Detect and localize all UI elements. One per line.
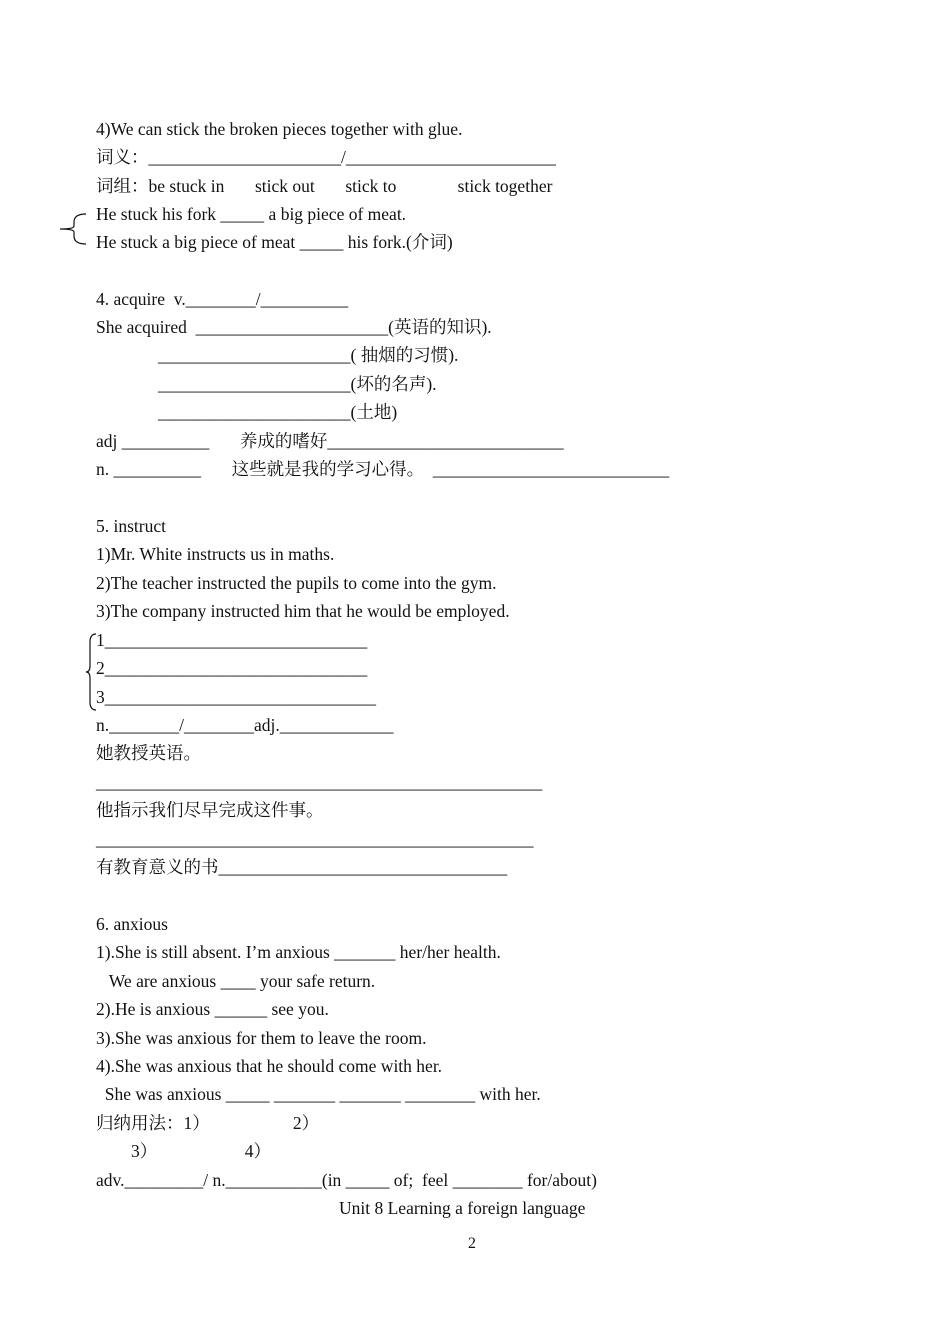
page-number: 2 — [468, 1235, 476, 1252]
blank-line: 1______________________________ — [96, 630, 368, 650]
answer-blank: __________________________________________________ — [96, 829, 534, 849]
example-sentence: She was anxious _____ _______ _______ ________ with her. — [96, 1084, 541, 1104]
adj-line: adj __________ 养成的嗜好___________________________ — [96, 431, 564, 451]
section-heading: 5. instruct — [96, 516, 166, 536]
fill-sentence: He stuck a big piece of meat _____ his fork.(介词) — [96, 232, 453, 252]
fill-sentence: He stuck his fork _____ a big piece of meat. — [96, 204, 407, 224]
exercise-line: ______________________( 抽烟的习惯). — [158, 345, 459, 365]
exercise-line: ______________________(土地) — [158, 402, 398, 422]
noun-line: n. __________ 这些就是我的学习心得。 ___________________________ — [96, 459, 670, 479]
example-sentence: We are anxious ____ your safe return. — [96, 971, 376, 991]
example-sentence: 3).She was anxious for them to leave the room. — [96, 1028, 427, 1048]
example-sentence: 4).She was anxious that he should come with her. — [96, 1056, 443, 1076]
left-brace-icon — [56, 212, 92, 246]
exercise-line: ______________________(坏的名声). — [158, 374, 437, 394]
blank-line: 3_______________________________ — [96, 687, 376, 707]
meaning-line: 词义：______________________/________________________ — [96, 147, 556, 167]
translation-prompt: 她教授英语。 — [96, 743, 201, 763]
example-sentence: 1)Mr. White instructs us in maths. — [96, 544, 335, 564]
example-sentence: 4)We can stick the broken pieces together with glue. — [96, 119, 463, 139]
translation-prompt: 他指示我们尽早完成这件事。 — [96, 800, 324, 820]
answer-blank: ___________________________________________________ — [96, 772, 543, 792]
phrases-line: 词组：be stuck in stick out stick to stick together — [96, 176, 553, 196]
example-sentence: 3)The company instructed him that he would be employed. — [96, 601, 510, 621]
example-sentence: 2).He is anxious ______ see you. — [96, 999, 329, 1019]
example-sentence: 1).She is still absent. I’m anxious _______ her/her health. — [96, 942, 501, 962]
exercise-line: She acquired ______________________(英语的知识). — [96, 317, 492, 337]
summary-line: 3） 4） — [96, 1141, 271, 1161]
example-sentence: 2)The teacher instructed the pupils to come into the gym. — [96, 573, 497, 593]
word-forms: adv._________/ n.___________(in _____ of; feel ________ for/about) — [96, 1170, 597, 1190]
summary-line: 归纳用法：1） 2） — [96, 1113, 320, 1133]
unit-title: Unit 8 Learning a foreign language — [339, 1198, 586, 1218]
word-forms: n.________/________adj._____________ — [96, 715, 394, 735]
section-heading: 6. anxious — [96, 914, 168, 934]
translation-prompt: 有教育意义的书_________________________________ — [96, 857, 508, 877]
blank-line: 2______________________________ — [96, 658, 368, 678]
section-heading: 4. acquire v.________/__________ — [96, 289, 349, 309]
